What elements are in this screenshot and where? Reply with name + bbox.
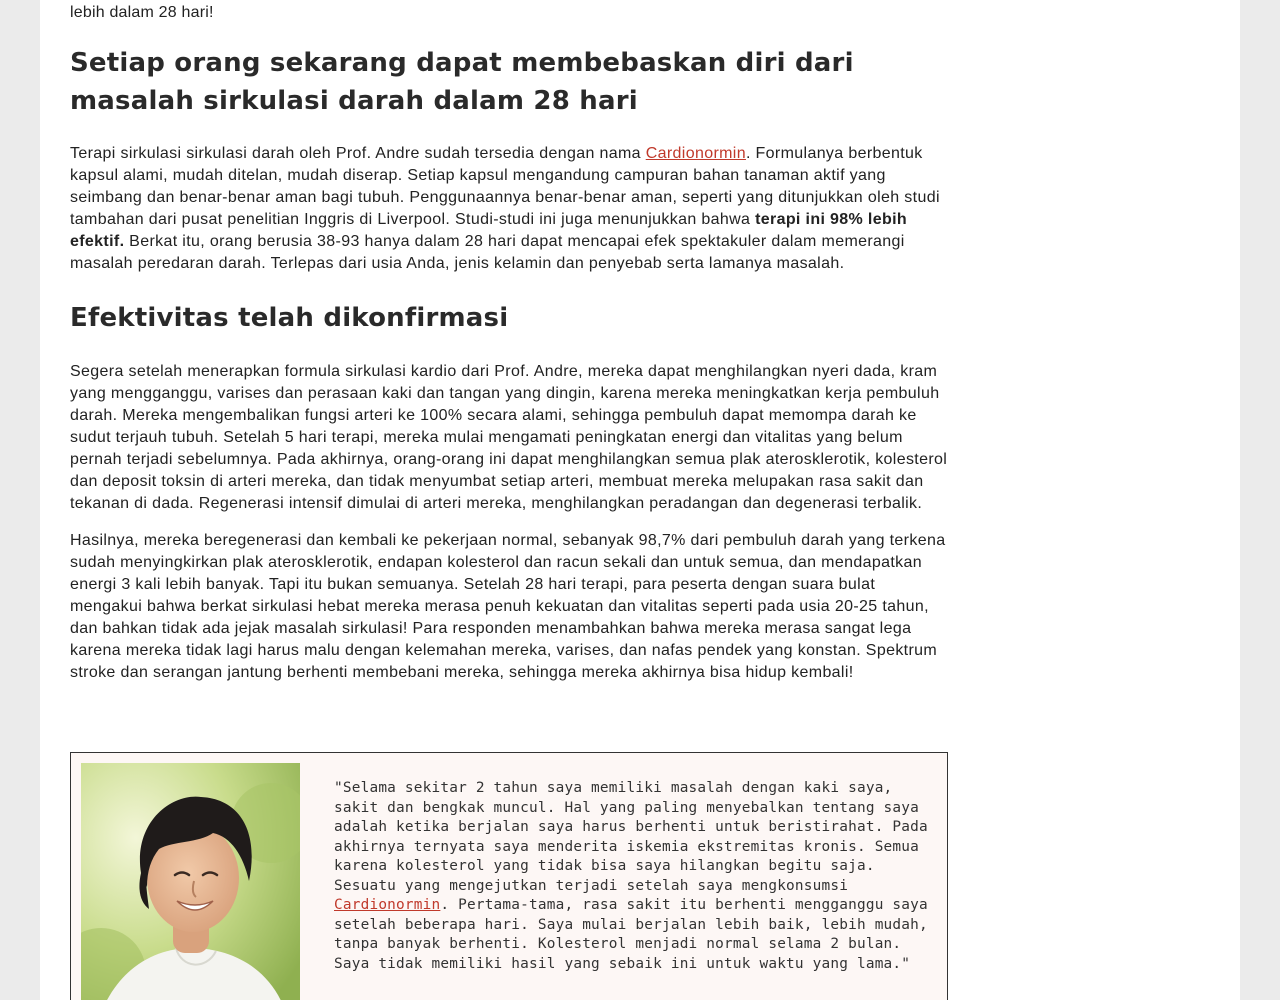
section-heading-efektivitas: Efektivitas telah dikonfirmasi <box>70 303 509 333</box>
testimonial-quote-text-b: . Pertama-tama, rasa sakit itu berhenti mengganggu saya setelah beberapa hari. Saya mulai berjalan lebih baik, lebih mudah, tanpa banyak berhenti. Kolesterol menjadi normal selama 2 bulan. Saya tidak memiliki hasil yang sebaik ini untuk waktu yang lama." <box>334 897 928 972</box>
product-link[interactable]: Cardionormin <box>645 145 746 162</box>
section-heading-sirkulasi: Setiap orang sekarang dapat membebaskan diri dari masalah sirkulasi darah dalam 28 hari <box>70 48 854 116</box>
testimonial-box <box>70 752 948 1000</box>
article-page <box>40 0 1240 1000</box>
woman-portrait-image <box>81 763 300 1000</box>
article-content <box>70 0 948 684</box>
testimonial-quote <box>334 779 934 974</box>
paragraph-therapy-text-a: Terapi sirkulasi sirkulasi darah oleh Prof. Andre sudah tersedia dengan nama <box>70 145 646 162</box>
testimonial-product-link[interactable]: Cardionormin <box>334 897 441 913</box>
paragraph-efficacy-1: Segera setelah menerapkan formula sirkulasi kardio dari Prof. Andre, mereka dapat menghilangkan nyeri dada, kram yang mengganggu, varises dan perasaan kaki dan tangan yang dingin, karena mereka meningkatkan kerja pembuluh darah. Mereka mengembalikan fungsi arteri ke 100% secara alami, sehingga pembuluh dapat memompa darah ke sudut terjauh tubuh. Setelah 5 hari terapi, mereka mulai mengamati peningkatan energi dan vitalitas yang belum pernah terjadi sebelumnya. Pada akhirnya, orang-orang ini dapat menghilangkan semua plak aterosklerotik, kolesterol dan deposit toksin di arteri mereka, dan tidak menyumbat setiap arteri, membuat mereka melupakan rasa sakit dan tekanan di dada. Regenerasi intensif dimulai di arteri mereka, menghilangkan peradangan dan degenerasi terbalik. <box>70 363 948 512</box>
testimonial-photo <box>81 763 300 1000</box>
paragraph-efficacy-2: Hasilnya, mereka beregenerasi dan kembali ke pekerjaan normal, sebanyak 98,7% dari pembuluh darah yang terkena sudah menyingkirkan plak aterosklerotik, endapan kolesterol dan racun sekali dan untuk semua, dan mendapatkan energi 3 kali lebih banyak. Tapi itu bukan semuanya. Setelah 28 hari terapi, para peserta dengan suara bulat mengakui bahwa berkat sirkulasi hebat mereka merasa penuh kekuatan dan vitalitas seperti pada usia 20-25 tahun, dan bahkan tidak ada jejak masalah sirkulasi! Para responden menambahkan bahwa mereka merasa sangat lega karena mereka tidak lagi harus malu dengan kelemahan mereka, varises, dan nafas pendek yang konstan. Spektrum stroke dan serangan jantung berhenti membebani mereka, sehingga mereka akhirnya bisa hidup kembali! <box>70 532 946 681</box>
paragraph-therapy <box>70 143 948 275</box>
intro-tail-text: lebih dalam 28 hari! <box>70 4 214 21</box>
paragraph-therapy-text-b: . Formulanya berbentuk kapsul alami, mudah ditelan, mudah diserap. Setiap kapsul mengandung campuran bahan tanaman aktif yang seimbang dan benar-benar aman bagi tubuh. Penggunaannya benar-benar aman, seperti yang ditunjukkan oleh studi tambahan dari pusat penelitian Inggris di Liverpool. Studi-studi ini juga menunjukkan bahwa <box>70 145 940 228</box>
testimonial-quote-text-a: "Selama sekitar 2 tahun saya memiliki masalah dengan kaki saya, sakit dan bengkak muncul. Hal yang paling menyebalkan tentang saya adalah ketika berjalan saya harus berhenti untuk beristirahat. Pada akhirnya ternyata saya menderita iskemia ekstremitas kronis. Semua karena kolesterol yang tidak bisa saya hilangkan begitu saja. Sesuatu yang mengejutkan terjadi setelah saya mengkonsumsi <box>334 780 928 894</box>
efficacy-highlight: terapi ini 98% lebih efektif. <box>70 211 907 250</box>
paragraph-therapy-text-c: Berkat itu, orang berusia 38-93 hanya dalam 28 hari dapat mencapai efek spektakuler dalam memerangi masalah peredaran darah. Terlepas dari usia Anda, jenis kelamin dan penyebab serta lamanya masalah. <box>70 233 905 272</box>
